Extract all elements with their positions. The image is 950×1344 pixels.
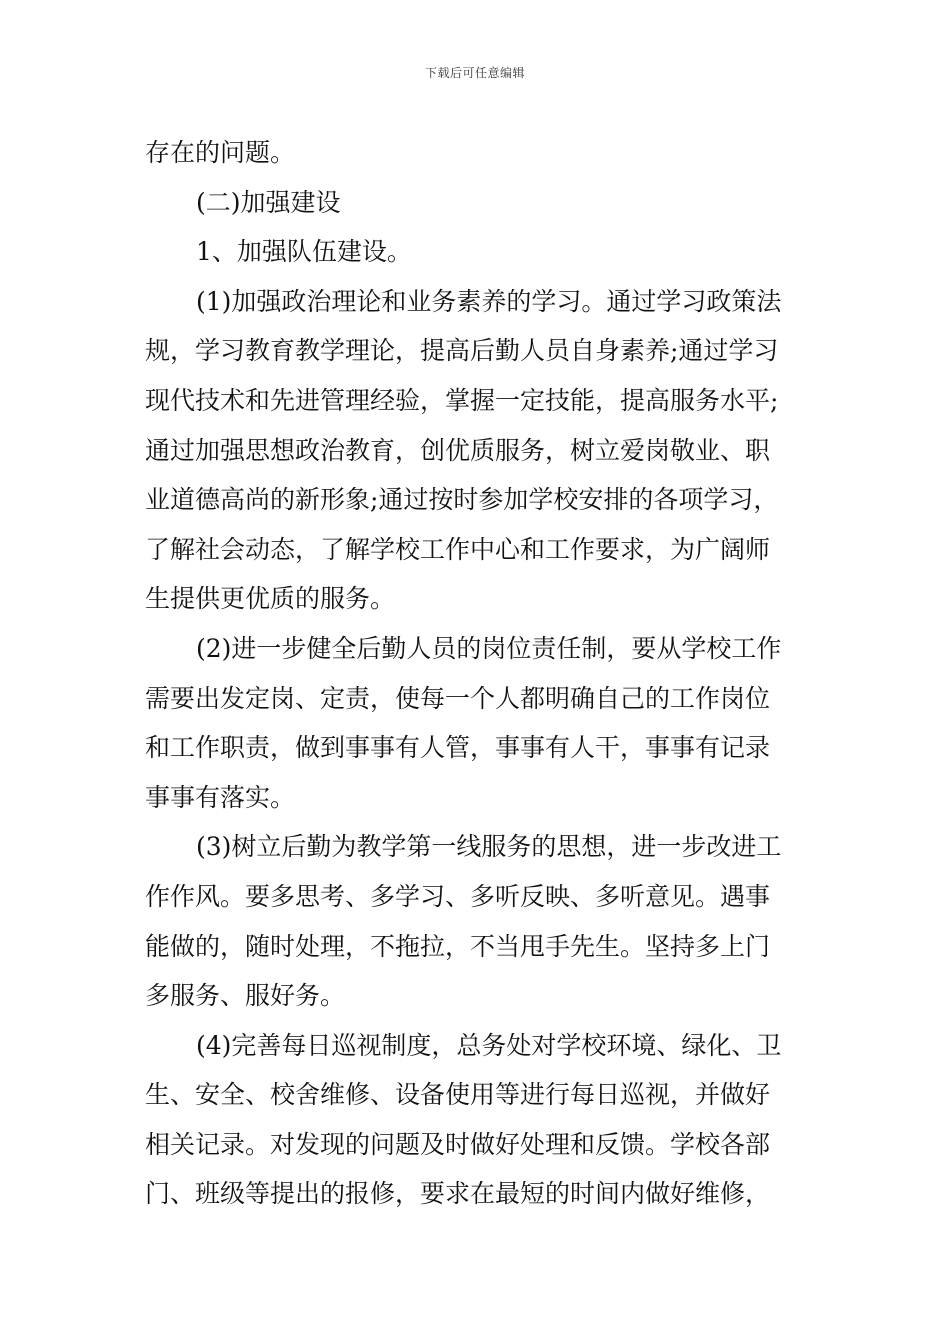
text-line: 业道德高尚的新形象;通过按时参加学校安排的各项学习， [145, 485, 779, 515]
text-line: 作作风。要多思考、多学习、多听反映、多听意见。遇事 [145, 881, 771, 911]
text-line: 生提供更优质的服务。 [145, 584, 396, 614]
text-line: 规，学习教育教学理论，提高后勤人员自身素养;通过学习 [145, 336, 779, 366]
subsection-heading: 1、加强队伍建设。 [196, 237, 412, 267]
text-line: 相关记录。对发现的问题及时做好处理和反馈。学校各部 [145, 1129, 771, 1159]
text-line: 和工作职责，做到事事有人管，事事有人干，事事有记录 [145, 733, 771, 763]
text-line: 通过加强思想政治教育，创优质服务，树立爱岗敬业、职 [145, 435, 771, 465]
text-line: 了解社会动态，了解学校工作中心和工作要求，为广阔师 [145, 534, 771, 564]
text-line: 存在的问题。 [145, 138, 296, 167]
text-line: 需要出发定岗、定责，使每一个人都明确自己的工作岗位 [145, 683, 771, 713]
text-line: 多服务、服好务。 [145, 981, 346, 1011]
text-line: 能做的，随时处理，不拖拉，不当甩手先生。坚持多上门 [145, 931, 771, 961]
text-line: (1)加强政治理论和业务素养的学习。通过学习政策法 [196, 286, 782, 316]
document-body [145, 128, 807, 1219]
text-line: 门、班级等提出的报修，要求在最短的时间内做好维修， [145, 1179, 771, 1209]
text-line: 生、安全、校舍维修、设备使用等进行每日巡视，并做好 [145, 1080, 771, 1110]
text-line: 现代技术和先进管理经验，掌握一定技能，提高服务水平; [145, 385, 779, 415]
text-line: (3)树立后勤为教学第一线服务的思想，进一步改进工 [196, 832, 782, 862]
text-line: 事事有落实。 [145, 782, 296, 812]
text-line: (4)完善每日巡视制度，总务处对学校环境、绿化、卫 [196, 1030, 782, 1060]
page-header: 下载后可任意编辑 [424, 66, 525, 80]
text-line: (2)进一步健全后勤人员的岗位责任制，要从学校工作 [196, 633, 782, 663]
section-heading: (二)加强建设 [196, 187, 341, 217]
